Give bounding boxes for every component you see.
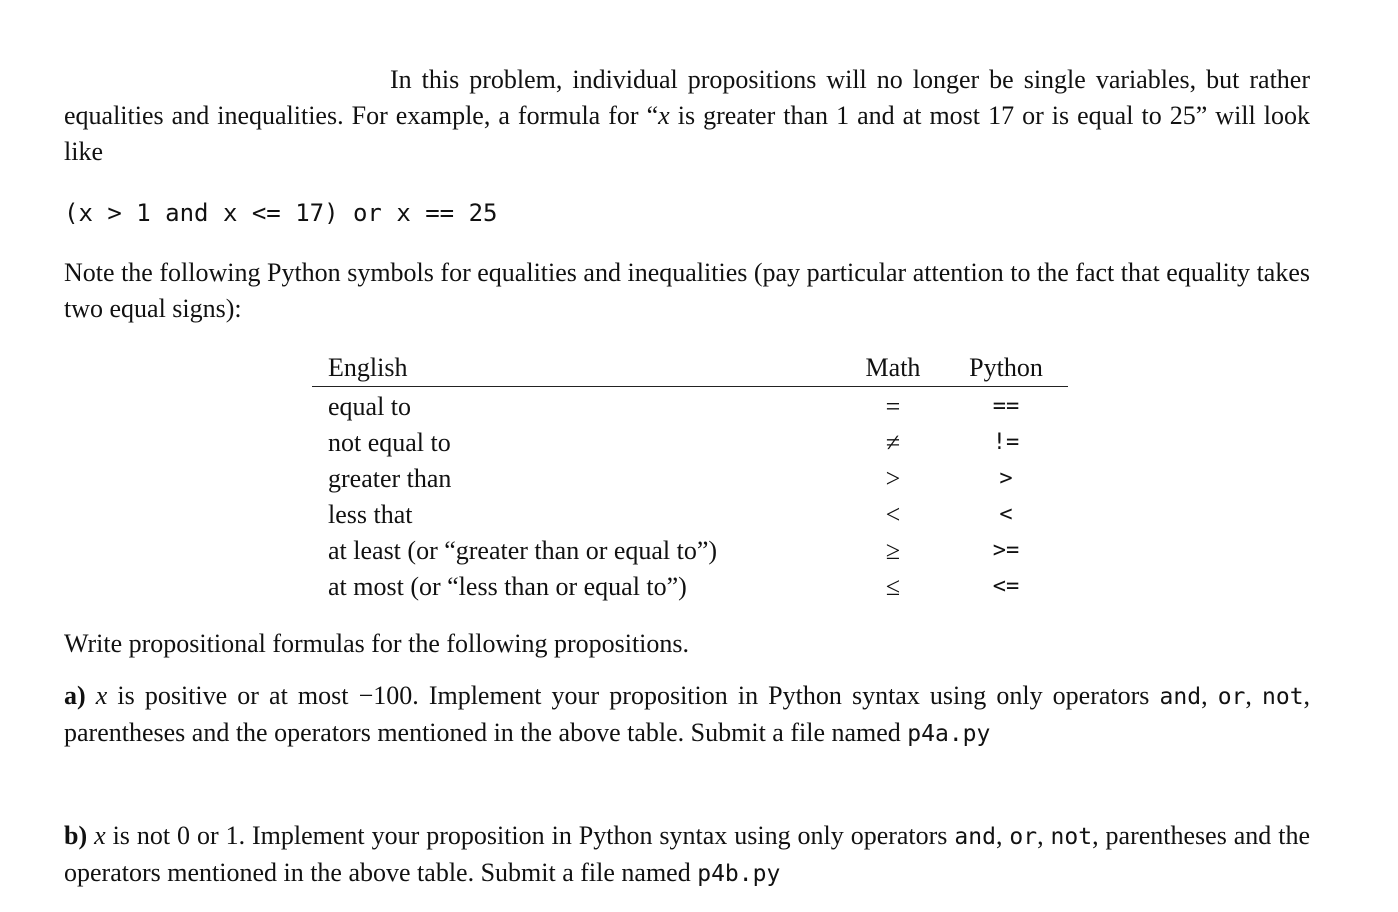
note-paragraph: Note the following Python symbols for equalities and inequalities (pay particular attention to the fact that equality takes two equal signs): (64, 258, 1310, 323)
cell-math: ≠ (885, 428, 901, 457)
cell-math: ≤ (885, 572, 901, 601)
header-python: Python (944, 350, 1068, 387)
part-b-filename: p4b.py (697, 861, 781, 887)
part-a-sep-2: , (1245, 681, 1262, 710)
part-b-variable: x (94, 821, 106, 850)
part-a-op-or: or (1217, 684, 1246, 710)
intro-line-2a: but rather equalities and inequalities. For example, a formula for “ (64, 65, 1311, 130)
cell-python: < (999, 502, 1013, 527)
intro-line-3: 17 or is equal to 25” will look like (64, 101, 1310, 166)
table-row (312, 425, 1068, 461)
header-math: Math (842, 350, 944, 387)
table-row (312, 387, 1068, 426)
part-a-sep-1: , (1201, 681, 1218, 710)
table-header-row (312, 350, 1068, 387)
part-b-sep-2: , (1037, 821, 1051, 850)
cell-english: equal to (328, 392, 412, 421)
symbols-table (312, 350, 1068, 605)
part-b-op-and: and (954, 824, 996, 850)
table-row (312, 497, 1068, 533)
part-a-text-2: , parentheses and the operators mentioned in the above table. Submit a file named (64, 681, 1311, 747)
cell-math: > (885, 464, 901, 493)
part-a-filename: p4a.py (907, 721, 991, 747)
header-english: English (312, 350, 842, 387)
part-a-op-and: and (1159, 684, 1202, 710)
intro-line-2b: is greater than 1 and at most (669, 101, 981, 130)
instruction-text: Write propositional formulas for the following propositions. (64, 629, 690, 658)
cell-math: = (885, 392, 901, 421)
cell-python: >= (992, 538, 1020, 563)
part-b-text-1: is not 0 or 1. Implement your proposition in Python syntax using only operators (105, 821, 955, 850)
part-b-text-2: , parentheses and the operators mentioned in the above table. Submit a file named (64, 821, 1311, 887)
table-row (312, 569, 1068, 605)
intro-paragraph (64, 62, 1310, 170)
cell-english: not equal to (328, 428, 451, 457)
part-a-variable: x (95, 681, 108, 710)
table-row (312, 533, 1068, 569)
part-b-sep-1: , (995, 821, 1010, 850)
part-b-op-not: not (1050, 824, 1093, 850)
cell-english: less that (328, 500, 413, 529)
intro-line-1: In this problem, individual propositions will no longer be single variables, (390, 65, 1197, 94)
part-a-op-not: not (1262, 684, 1304, 710)
cell-python: > (999, 466, 1013, 491)
part-a-label: a) (64, 681, 86, 710)
cell-english: at most (or “less than or equal to”) (328, 572, 687, 601)
part-a-text-1: is positive or at most −100. Implement your proposition in Python syntax using only operators (107, 681, 1160, 710)
cell-python: <= (992, 574, 1020, 599)
intro-variable-x: x (658, 101, 670, 130)
table-row (312, 461, 1068, 497)
cell-math: ≥ (885, 536, 901, 565)
part-b-paragraph (64, 818, 1310, 892)
part-b-label: b) (64, 821, 88, 850)
cell-python: != (992, 430, 1020, 455)
cell-english: greater than (328, 464, 452, 493)
cell-math: < (885, 500, 901, 529)
part-b-op-or: or (1009, 824, 1038, 850)
cell-english: at least (or “greater than or equal to”) (328, 536, 718, 565)
example-code: (x > 1 and x <= 17) or x == 25 (64, 199, 498, 227)
cell-python: == (992, 394, 1020, 419)
part-a-paragraph (64, 678, 1310, 752)
